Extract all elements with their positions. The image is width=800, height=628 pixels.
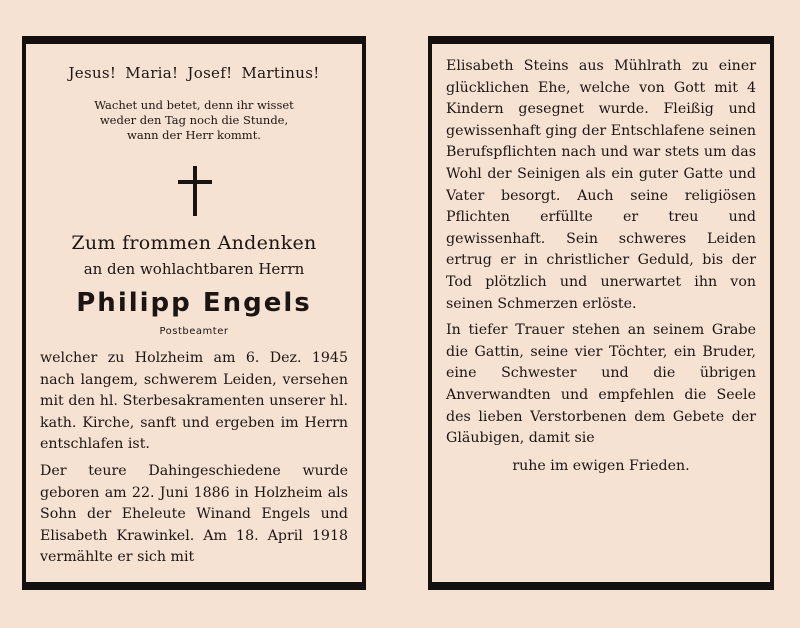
bible-motto xyxy=(46,98,342,143)
biography-paragraph: Der teure Dahingeschiedene wurde geboren am 22. Juni 1886 in Holzheim als Sohn der Eheleute Winand Engels und Elisabeth Krawinkel. Am 18. April 1918 vermählte er sich mit xyxy=(40,462,348,566)
right-card-panel xyxy=(428,36,774,590)
closing-line: ruhe im ewigen Frieden. xyxy=(512,457,690,474)
left-card-panel xyxy=(22,36,366,590)
deceased-profession: Postbeamter xyxy=(159,326,229,337)
death-paragraph: welcher zu Holzheim am 6. Dez. 1945 nach langem, schwerem Leiden, versehen mit den hl. Sterbesakramenten unserer hl. kath. Kirche, sanft und ergeben im Herrn entschlafen ist. xyxy=(40,350,348,453)
invocation-heading: Jesus! Maria! Josef! Martinus! xyxy=(68,64,320,82)
memorial-intro: an den wohlachtbaren Herrn xyxy=(83,260,305,278)
motto-line: Wachet und betet, denn ihr wisset xyxy=(94,98,294,112)
memorial-heading: Zum frommen Andenken xyxy=(71,232,317,254)
mourning-paragraph: In tiefer Trauer stehen an seinem Grabe die Gattin, seine vier Töchter, ein Bruder, eine Schwester und die übrigen Anverwandten und empfehlen die Seele des lieben Verstorbenen dem Gebete der Gläubigen, damit sie xyxy=(446,322,756,447)
cross-icon xyxy=(178,166,212,216)
deceased-name: Philipp Engels xyxy=(76,288,312,318)
right-text-block xyxy=(446,56,756,477)
motto-line: wann der Herr kommt. xyxy=(127,128,261,142)
motto-line: weder den Tag noch die Stunde, xyxy=(99,113,289,127)
left-text-block xyxy=(40,348,348,574)
biography-continued-paragraph: Elisabeth Steins aus Mühlrath zu einer glücklichen Ehe, welche von Gott mit 4 Kindern gesegnet wurde. Fleißig und gewissenhaft ging der Entschlafene seinen Berufspflichten nach und war stets um das Wohl der Seinigen als ein guter Gatte und Vater besorgt. Auch seine religiösen Pflichten erfüllte er treu und gewissenhaft. Sein schweres Leiden ertrug er in christlicher Geduld, bis der Tod plötzlich und unerwartet ihn von seinen Schmerzen erlöste. xyxy=(446,58,756,312)
